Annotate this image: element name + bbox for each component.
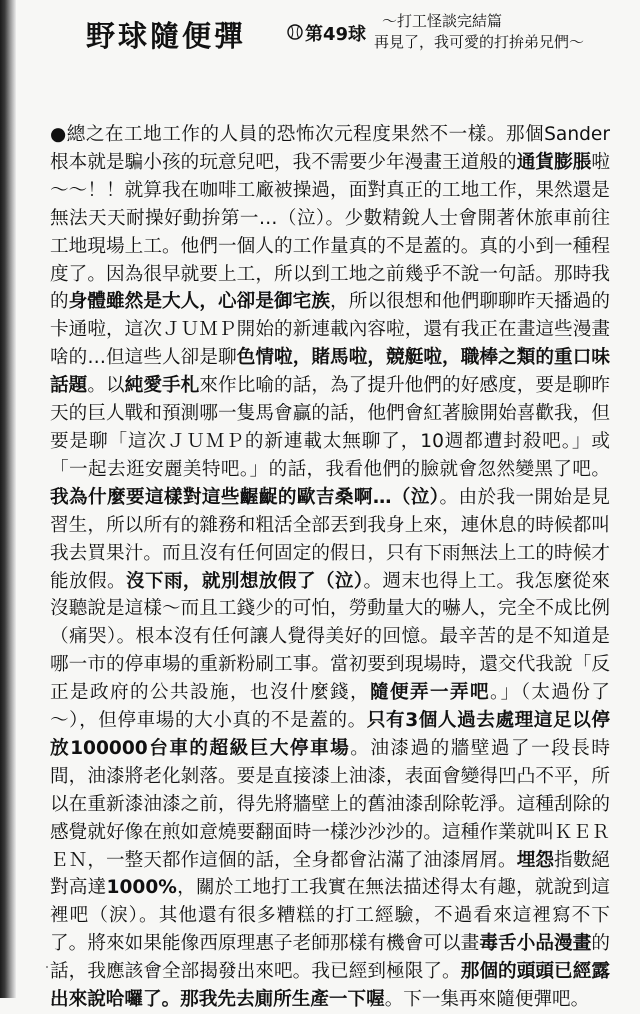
body-segment: 。」（太過份了～），但停車場的大小真的不是蓋的。 xyxy=(50,682,610,732)
body-emphasis: 通貨膨脹 xyxy=(516,151,592,173)
body-emphasis: 埋怨 xyxy=(516,849,555,871)
body-emphasis: 毒舌小品漫畫 xyxy=(479,933,592,955)
body-emphasis: 色情啦，賭馬啦，競艇啦，職棒之類的重口味話題 xyxy=(50,347,610,397)
body-segment: 。以 xyxy=(87,375,125,397)
body-segment: 。下一集再來隨便彈吧。 xyxy=(384,989,590,1011)
body-emphasis: 1000% xyxy=(106,877,177,899)
body-emphasis: 身體雖然是大人，心卻是御宅族 xyxy=(68,291,331,313)
episode-number: 第49球 xyxy=(305,24,367,45)
body-segment: ●總之在工地工作的人員的恐怖次元程度果然不一樣。那個Sander根本就是騙小孩的玩意兒吧，我不需要少年漫畫王道般的 xyxy=(50,124,610,173)
body-emphasis: 沒下雨，就別想放假了（泣） xyxy=(125,570,364,592)
subtitle-line-2: 再見了，我可愛的打拚弟兄們～ xyxy=(374,33,585,51)
body-segment: 啦～～！！就算我在咖啡工廠被操過，面對真正的工地工作，果然還是無法天天耐操好動拚第一…（泣）。少數精銳人士會開著休旅車前往工地現場上工。他們一個人的工作量真的不是蓋的。真的小到一種程度了。因為很早就要上工，所以到工地之前幾乎不說一句話。那時我的 xyxy=(50,151,610,313)
body-segment: 的話，我應該會全部揭發出來吧。我已經到極限了。 xyxy=(50,933,610,983)
body-segment: 來作比喻的話，為了提升他們的好感度，要是聊昨天的巨人戰和預測哪一隻馬會贏的話，他們會紅著臉開始喜歡我，但要是聊「這次ＪＵＭＰ的新連載太無聊了，10週都遭封殺吧。」或「一起去逛安麗美特吧。」的話，我看他們的臉就會忽然變黑了吧。 xyxy=(50,375,610,480)
body-emphasis: 我為什麼要這樣對這些齷齪的歐吉桑啊…（泣） xyxy=(50,486,440,508)
body-segment: 。油漆過的牆壁過了一段長時間，油漆將老化剝落。要是直接漆上油漆，表面會變得凹凸不平，所以在重新漆油漆之前，得先將牆壁上的舊油漆刮除乾淨。這種刮除的感覺就好像在煎如意燒要翻面時一樣沙沙沙的。這種作業就叫ＫＥＲＥＮ，一整天都作這個的話，全身都會沾滿了油漆屑屑。 xyxy=(50,737,610,871)
column-title: 野球隨便彈 xyxy=(86,19,247,53)
body-emphasis: 只有3個人過去處理這足以停放100000台車的超級巨大停車場 xyxy=(50,710,610,759)
body-segment: ，所以很想和他們聊聊昨天播過的卡通啦，這次ＪＵＭＰ開始的新連載內容啦，還有我正在畫這些漫畫啥的…但這些人卻是聊 xyxy=(50,291,610,369)
body-emphasis: 那個的頭頭已經露出來說哈囉了。那我先去廁所生產一下喔 xyxy=(50,961,610,1011)
baseball-icon xyxy=(287,24,303,40)
column-header xyxy=(0,0,640,80)
body-segment: 。週末也得上工。我怎麼從來沒聽說是這樣～而且工錢少的可怕，勞動量大的嚇人，完全不成比例（痛哭）。根本沒有任何讓人覺得美好的回憶。最辛苦的是不知道是哪一市的停車場的重新粉刷工事。當初要到現場時，還交代我說「反正是政府的公共設施，也沒什麼錢， xyxy=(50,570,610,704)
page-binding-edge xyxy=(0,0,16,998)
subtitle-line-1: ～打工怪談完結篇 xyxy=(382,12,503,30)
body-segment: ，關於工地打工我實在無法描述得太有趣，就說到這裡吧（淚）。其他還有很多糟糕的打工經驗，不過看來這裡寫不下了。將來如果能像西原理惠子老師那樣有機會可以畫 xyxy=(50,877,610,955)
body-emphasis: 純愛手札 xyxy=(124,375,200,397)
body-emphasis: 隨便弄一弄吧 xyxy=(369,682,490,704)
scan-speck xyxy=(46,966,48,968)
column-body-text xyxy=(50,121,610,1014)
body-segment: 。由於我一開始是見習生，所以所有的雜務和粗活全部丟到我身上來，連休息的時候都叫我去買果汁。而且沒有任何固定的假日，只有下雨無法上工的時候才能放假。 xyxy=(50,486,610,592)
episode-subtitle xyxy=(374,11,584,53)
body-segment: 指數絕對高達 xyxy=(50,849,610,899)
